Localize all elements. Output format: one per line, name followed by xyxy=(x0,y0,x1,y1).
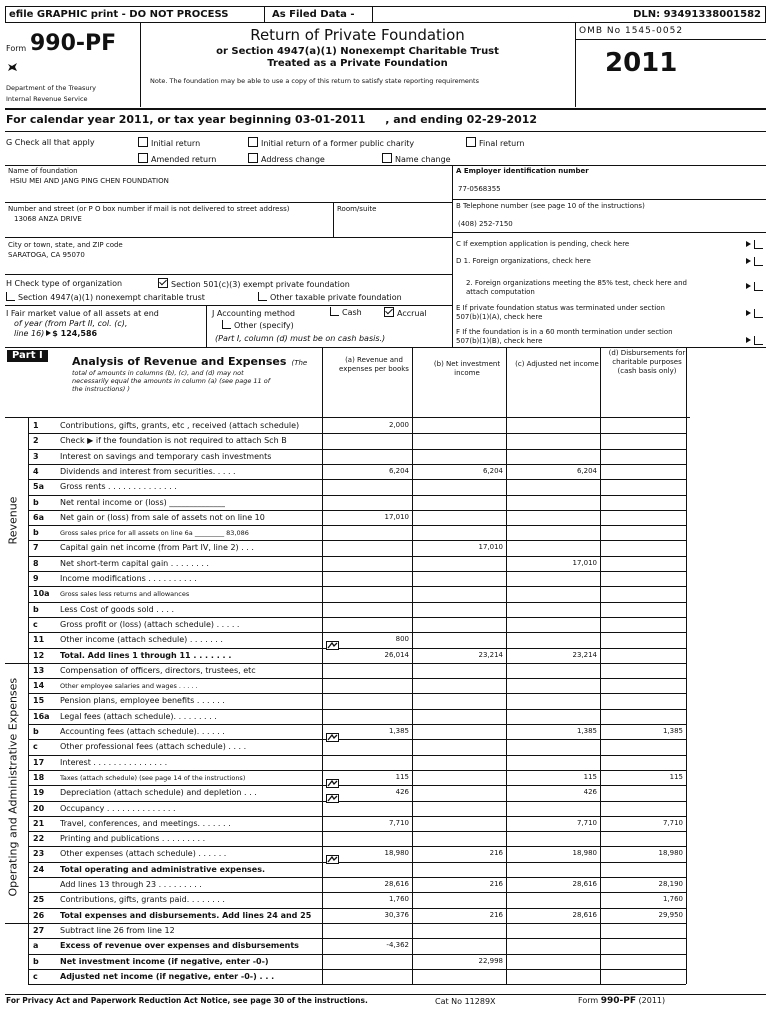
form-title: Return of Private Foundation xyxy=(250,26,465,44)
cell-a: 1,760 xyxy=(388,895,409,904)
table-row-label: Interest on savings and temporary cash investments xyxy=(60,451,272,461)
line-number: 1 xyxy=(33,421,39,430)
rule xyxy=(686,348,687,984)
form-note-text: Note. The foundation may be able to use a copy of this return to satisfy state reporting requirements xyxy=(150,77,479,85)
table-row-label: Net rental income or (loss) ______________ xyxy=(60,497,226,507)
table-row-rule xyxy=(28,724,686,725)
e-checkbox[interactable] xyxy=(754,309,766,320)
cell-b: 6,204 xyxy=(482,466,503,475)
table-row-rule xyxy=(28,908,686,909)
table-row-label: Other expenses (attach schedule) . . . . . . xyxy=(60,849,227,859)
j-label: J Accounting method xyxy=(212,309,296,318)
phone-value: (408) 252-7150 xyxy=(458,220,513,228)
dept-treasury: Department of the Treasury xyxy=(6,84,97,92)
org-street: 13068 ANZA DRIVE xyxy=(14,215,82,223)
org-name: HSIU MEI AND JANG PING CHEN FOUNDATION xyxy=(10,177,169,185)
cell-a: 7,710 xyxy=(388,818,409,827)
checkbox[interactable] xyxy=(248,137,258,147)
line-number: 20 xyxy=(33,803,45,813)
cell-b: 17,010 xyxy=(478,543,503,552)
table-row-label: Income modifications . . . . . . . . . . xyxy=(60,574,197,583)
footer-cat: Cat No 11289X xyxy=(435,997,496,1006)
j-cash[interactable] xyxy=(330,307,362,318)
g-final-return[interactable] xyxy=(466,137,524,149)
table-row-label: Other employee salaries and wages . . . . . xyxy=(60,682,198,691)
table-row-label: Accounting fees (attach schedule). . . . . . xyxy=(60,727,225,736)
line-number: c xyxy=(33,742,38,752)
table-row-label: Compensation of officers, directors, trustees, etc xyxy=(60,665,256,675)
line-number: 22 xyxy=(33,834,45,844)
cell-c: 28,616 xyxy=(572,880,597,888)
table-row-rule xyxy=(28,969,686,970)
i-fmv xyxy=(6,309,159,339)
cell-b: 216 xyxy=(489,880,503,888)
cell-a: 6,204 xyxy=(388,466,409,475)
ein-label: A Employer identification number xyxy=(456,167,589,175)
cell-b: 23,214 xyxy=(478,650,503,659)
cell-c: 6,204 xyxy=(576,466,597,475)
f-checkbox[interactable] xyxy=(754,336,766,347)
table-row-rule xyxy=(28,892,686,893)
rule xyxy=(5,923,28,924)
cell-d: 28,190 xyxy=(658,880,683,888)
org-room-label: Room/suite xyxy=(337,205,377,213)
omb-number: OMB No 1545-0052 xyxy=(579,26,684,36)
table-row-rule xyxy=(28,846,686,847)
cell-a: 17,010 xyxy=(384,512,409,521)
line-number: 23 xyxy=(33,849,45,859)
cell-c: 7,710 xyxy=(576,818,597,827)
table-row-label: Excess of revenue over expenses and disbursements xyxy=(60,941,299,951)
table-row-rule xyxy=(28,954,686,955)
h-opt-other[interactable] xyxy=(258,292,402,303)
cell-b: 216 xyxy=(489,849,503,858)
cell-d: 1,760 xyxy=(662,895,683,904)
line-number: 10a xyxy=(33,589,50,599)
e-row xyxy=(456,304,762,322)
table-row-label: Interest . . . . . . . . . . . . . . . xyxy=(60,757,168,767)
h-opt2-label: Section 4947(a)(1) nonexempt charitable trust xyxy=(18,293,205,302)
cell-d: 18,980 xyxy=(658,849,683,858)
col-a-header: (a) Revenue and expenses per books xyxy=(339,356,409,373)
cell-a: -4,362 xyxy=(386,941,409,950)
g-final-return-label: Final return xyxy=(479,139,525,148)
cell-c: 17,010 xyxy=(572,558,597,567)
g-initial-former-label: Initial return of a former public charity xyxy=(261,139,415,148)
table-row-rule xyxy=(28,770,686,771)
table-row-label: Gross profit or (loss) (attach schedule) . . . . . xyxy=(60,619,240,629)
j-cash-label: Cash xyxy=(342,308,362,317)
part1-desc-3: the instructions) ) xyxy=(72,385,130,393)
line-number: b xyxy=(33,604,39,614)
table-row-rule xyxy=(28,617,686,618)
rule xyxy=(5,417,690,418)
rule xyxy=(5,663,28,664)
col-c-header: (c) Adjusted net income xyxy=(515,360,599,368)
table-row-rule xyxy=(28,801,686,802)
line-number: 15 xyxy=(33,696,45,706)
table-row-label: Net short-term capital gain . . . . . . . . xyxy=(60,558,209,568)
d1-label: D 1. Foreign organizations, check here xyxy=(456,257,591,265)
table-row-rule xyxy=(28,602,686,603)
table-row-rule xyxy=(28,556,686,557)
g-address-change[interactable] xyxy=(248,153,325,165)
j-accrual[interactable] xyxy=(384,307,427,319)
j-accrual-label: Accrual xyxy=(397,309,427,318)
org-city-label: City or town, state, and ZIP code xyxy=(8,241,123,249)
d1-row xyxy=(456,257,762,266)
j-note: (Part I, column (d) must be on cash basis.) xyxy=(215,334,386,343)
i-line2: of year (from Part II, col. (c), xyxy=(14,319,128,328)
g-initial-return[interactable] xyxy=(138,137,200,149)
table-row-label: Capital gain net income (from Part IV, line 2) . . . xyxy=(60,543,254,553)
table-row-label: Dividends and interest from securities. . . . . xyxy=(60,466,236,476)
table-row-label: Total. Add lines 1 through 11 . . . . . . . xyxy=(60,650,232,660)
tax-year-end: , and ending 02-29-2012 xyxy=(385,113,538,126)
h-label: H Check type of organization xyxy=(6,279,123,288)
dln: DLN: 93491338001582 xyxy=(633,9,761,20)
g-label: G Check all that apply xyxy=(6,138,95,147)
cell-c: 23,214 xyxy=(572,650,597,659)
cell-d: 29,950 xyxy=(658,910,683,919)
cell-a: 18,980 xyxy=(384,849,409,858)
line-number: 4 xyxy=(33,466,39,476)
cell-d: 115 xyxy=(669,772,683,781)
e-label: E If private foundation status was terminated under section 507(b)(1)(A), check here xyxy=(456,304,665,321)
table-row-label: Other professional fees (attach schedule) . . . . xyxy=(60,742,247,752)
cell-b: 216 xyxy=(489,910,503,919)
banner-mid: As Filed Data - xyxy=(272,9,355,20)
footer-privacy: For Privacy Act and Paperwork Reduction Act Notice, see page 30 of the instructions. xyxy=(6,996,368,1005)
checkbox[interactable] xyxy=(382,153,392,163)
cell-a: 115 xyxy=(395,772,409,781)
checkbox[interactable] xyxy=(6,292,15,301)
part1-title-suffix: (The xyxy=(291,359,308,367)
ein-value: 77-0568355 xyxy=(458,185,501,193)
table-row-rule xyxy=(28,433,686,434)
table-row-label: Gross sales price for all assets on line 6a _________ 83,086 xyxy=(60,529,249,538)
cell-d: 1,385 xyxy=(662,727,683,735)
table-row-label: Total expenses and disbursements. Add lines 24 and 25 xyxy=(60,910,312,920)
j-other[interactable] xyxy=(222,320,294,331)
cell-c: 1,385 xyxy=(576,727,597,735)
g-name-change-label: Name change xyxy=(395,155,451,164)
cell-a: 28,616 xyxy=(384,880,409,888)
table-row-label: Occupancy . . . . . . . . . . . . . . xyxy=(60,803,176,813)
line-number: 9 xyxy=(33,574,39,583)
table-row-rule xyxy=(28,862,686,863)
d1-checkbox[interactable] xyxy=(754,257,766,268)
table-row-label: Printing and publications . . . . . . . . . xyxy=(60,834,206,844)
table-row-label: Pension plans, employee benefits . . . . . . xyxy=(60,696,225,706)
checkbox[interactable] xyxy=(138,137,148,147)
part1-title-block xyxy=(72,350,316,393)
table-row-rule xyxy=(28,663,686,664)
i-line1: I Fair market value of all assets at end xyxy=(6,309,159,318)
line-number: 6a xyxy=(33,512,44,522)
g-amended-return-label: Amended return xyxy=(151,155,217,164)
line-number: 3 xyxy=(33,451,39,461)
org-name-label: Name of foundation xyxy=(8,167,78,175)
col-b-header: (b) Net investment income xyxy=(433,360,501,377)
line-number: 18 xyxy=(33,772,45,782)
table-row-rule xyxy=(28,571,686,572)
checkbox[interactable] xyxy=(248,153,258,163)
line-number: c xyxy=(33,619,38,629)
i-value: $ 124,586 xyxy=(52,329,98,338)
table-row-rule xyxy=(28,479,686,480)
side-label-expenses: Operating and Administrative Expenses xyxy=(6,677,20,897)
line-number: 7 xyxy=(33,543,39,553)
table-row-label: Contributions, gifts, grants, etc , received (attach schedule) xyxy=(60,421,300,430)
checkbox[interactable] xyxy=(258,292,267,301)
table-row-rule xyxy=(28,984,686,985)
cell-d: 7,710 xyxy=(662,818,683,827)
line-number: 8 xyxy=(33,558,39,568)
line-number: a xyxy=(33,941,39,951)
j-other-label: Other (specify) xyxy=(234,321,294,330)
line-number: 19 xyxy=(33,788,45,798)
form-subtitle-1: or Section 4947(a)(1) Nonexempt Charitable Trust xyxy=(216,46,499,57)
table-row-label: Add lines 13 through 23 . . . . . . . . . xyxy=(60,880,202,889)
cell-c: 18,980 xyxy=(572,849,597,858)
table-row-rule xyxy=(28,510,686,511)
dept-irs: Internal Revenue Service xyxy=(6,95,88,103)
banner-left: efile GRAPHIC print - DO NOT PROCESS xyxy=(9,9,229,20)
banner-bar xyxy=(5,6,766,23)
table-row-rule xyxy=(28,495,686,496)
line-number: 24 xyxy=(33,864,45,874)
col-d-header: (d) Disbursements for charitable purposes (cash basis only) xyxy=(608,349,686,375)
table-row-label: Contributions, gifts, grants paid. . . . . . . . xyxy=(60,895,225,905)
i-line3: line 16) xyxy=(14,329,45,338)
f-row xyxy=(456,328,762,346)
checkbox-checked[interactable] xyxy=(384,307,394,317)
table-row-label: Legal fees (attach schedule). . . . . . . . . xyxy=(60,711,217,721)
table-row-label: Taxes (attach schedule) (see page 14 of the instructions) xyxy=(60,773,246,782)
g-initial-return-label: Initial return xyxy=(151,139,201,148)
g-address-change-label: Address change xyxy=(261,155,325,164)
checkbox[interactable] xyxy=(138,153,148,163)
table-row-rule xyxy=(28,877,686,878)
table-row-rule xyxy=(28,678,686,679)
checkbox[interactable] xyxy=(330,307,339,316)
table-row-rule xyxy=(28,816,686,817)
line-number: b xyxy=(33,727,39,736)
part1-title: Analysis of Revenue and Expenses xyxy=(72,355,287,368)
line-number: b xyxy=(33,497,39,507)
line-number: 13 xyxy=(33,665,45,675)
line-number: 17 xyxy=(33,757,45,767)
line-number: 21 xyxy=(33,818,45,828)
line-number: b xyxy=(33,956,39,966)
cell-a: 800 xyxy=(395,635,409,644)
arrow-icon xyxy=(46,330,51,336)
table-row-rule xyxy=(28,923,686,924)
h-opt1-label: Section 501(c)(3) exempt private foundation xyxy=(171,280,350,289)
table-row-label: Net investment income (if negative, enter -0-) xyxy=(60,956,269,966)
table-row-label: Less Cost of goods sold . . . . xyxy=(60,604,175,614)
checkbox[interactable] xyxy=(222,320,231,329)
checkbox[interactable] xyxy=(466,137,476,147)
cell-c: 426 xyxy=(583,788,597,797)
part1-desc-2: necessarily equal the amounts in column (a) (see page 11 of xyxy=(72,377,271,385)
table-row-rule xyxy=(28,709,686,710)
cell-a: 2,000 xyxy=(388,421,409,429)
j-accounting xyxy=(212,309,295,319)
line-number: 14 xyxy=(33,681,45,691)
d2-row xyxy=(466,279,762,297)
table-row-label: Total operating and administrative expenses. xyxy=(60,864,265,874)
line-number: 2 xyxy=(33,436,39,446)
table-row-label: Adjusted net income (if negative, enter -0-) . . . xyxy=(60,971,275,981)
footer-form-label: Form xyxy=(578,996,599,1005)
table-row-label: Net gain or (loss) from sale of assets not on line 10 xyxy=(60,512,265,522)
checkbox-checked[interactable] xyxy=(158,278,168,288)
form-note xyxy=(150,77,479,86)
c-checkbox[interactable] xyxy=(754,240,766,251)
phone-label: B Telephone number (see page 10 of the instructions) xyxy=(456,202,645,210)
d2-label: 2. Foreign organizations meeting the 85% test, check here and attach computation xyxy=(466,279,687,296)
tax-year-begin: For calendar year 2011, or tax year beginning 03-01-2011 xyxy=(6,113,366,126)
line-number: 5a xyxy=(33,482,44,492)
tax-year-line xyxy=(6,113,537,126)
tax-year: 2011 xyxy=(605,48,678,78)
table-row-rule xyxy=(28,785,686,786)
table-row-label: Depreciation (attach schedule) and depletion . . . xyxy=(60,788,257,798)
table-row-rule xyxy=(28,540,686,541)
table-row-rule xyxy=(28,831,686,832)
footer-form-year: (2011) xyxy=(638,996,666,1005)
table-row-rule xyxy=(28,938,686,939)
footer-form-no: 990-PF xyxy=(600,996,636,1006)
form-subtitle-2: Treated as a Private Foundation xyxy=(267,58,448,69)
c-label: C If exemption application is pending, check here xyxy=(456,240,630,248)
form-number: 990-PF xyxy=(30,31,117,56)
cell-a: 26,014 xyxy=(384,650,409,659)
table-row-rule xyxy=(28,464,686,465)
cell-a: 426 xyxy=(395,788,409,797)
line-number: 26 xyxy=(33,910,45,920)
line-number: 11 xyxy=(33,635,45,645)
line-number: 12 xyxy=(33,650,45,660)
line-number: b xyxy=(33,528,39,538)
cell-b: 22,998 xyxy=(478,956,503,965)
cell-c: 28,616 xyxy=(572,910,597,919)
line-number: 16a xyxy=(33,711,50,721)
footer-form xyxy=(578,996,665,1006)
org-city: SARATOGA, CA 95070 xyxy=(8,251,85,259)
g-name-change[interactable] xyxy=(382,153,451,165)
table-row-label: Other income (attach schedule) . . . . . . . xyxy=(60,635,223,645)
eagle-icon xyxy=(7,57,18,67)
table-row-rule xyxy=(28,586,686,587)
f-label: F If the foundation is in a 60 month termination under section 507(b)(1)(B), check here xyxy=(456,328,673,345)
part1-badge: Part I xyxy=(7,350,48,362)
table-row-label: Check ▶ if the foundation is not required to attach Sch B xyxy=(60,436,287,446)
table-row-rule xyxy=(28,525,686,526)
c-exemption-row xyxy=(456,240,762,249)
side-label-revenue: Revenue xyxy=(6,496,20,545)
cell-a: 1,385 xyxy=(388,727,409,735)
line-number: 25 xyxy=(33,895,45,905)
table-row-label: Gross sales less returns and allowances xyxy=(60,590,190,599)
table-row-label: Travel, conferences, and meetings. . . . . . . xyxy=(60,818,231,828)
table-row-rule xyxy=(28,648,686,649)
table-row-rule xyxy=(28,693,686,694)
h-opt-501c3[interactable] xyxy=(158,278,350,290)
line-number: c xyxy=(33,971,38,981)
cell-a: 30,376 xyxy=(384,910,409,919)
cell-c: 115 xyxy=(583,772,597,781)
table-row-rule xyxy=(28,755,686,756)
d2-checkbox[interactable] xyxy=(754,282,766,293)
g-initial-former[interactable] xyxy=(248,137,414,149)
part1-desc-1: total of amounts in columns (b), (c), and (d) may not xyxy=(72,369,244,377)
h-opt-4947[interactable] xyxy=(6,292,205,303)
table-row-rule xyxy=(28,632,686,633)
h-opt3-label: Other taxable private foundation xyxy=(270,293,402,302)
table-row-rule xyxy=(28,449,686,450)
table-row-rule xyxy=(28,739,686,740)
form-prefix: Form xyxy=(6,44,27,53)
rule xyxy=(28,418,29,984)
table-row-label: Subtract line 26 from line 12 xyxy=(60,925,175,935)
org-street-label: Number and street (or P O box number if mail is not delivered to street address) xyxy=(8,205,290,213)
g-amended-return[interactable] xyxy=(138,153,216,165)
table-row-label: Gross rents . . . . . . . . . . . . . . xyxy=(60,482,177,492)
line-number: 27 xyxy=(33,925,45,935)
